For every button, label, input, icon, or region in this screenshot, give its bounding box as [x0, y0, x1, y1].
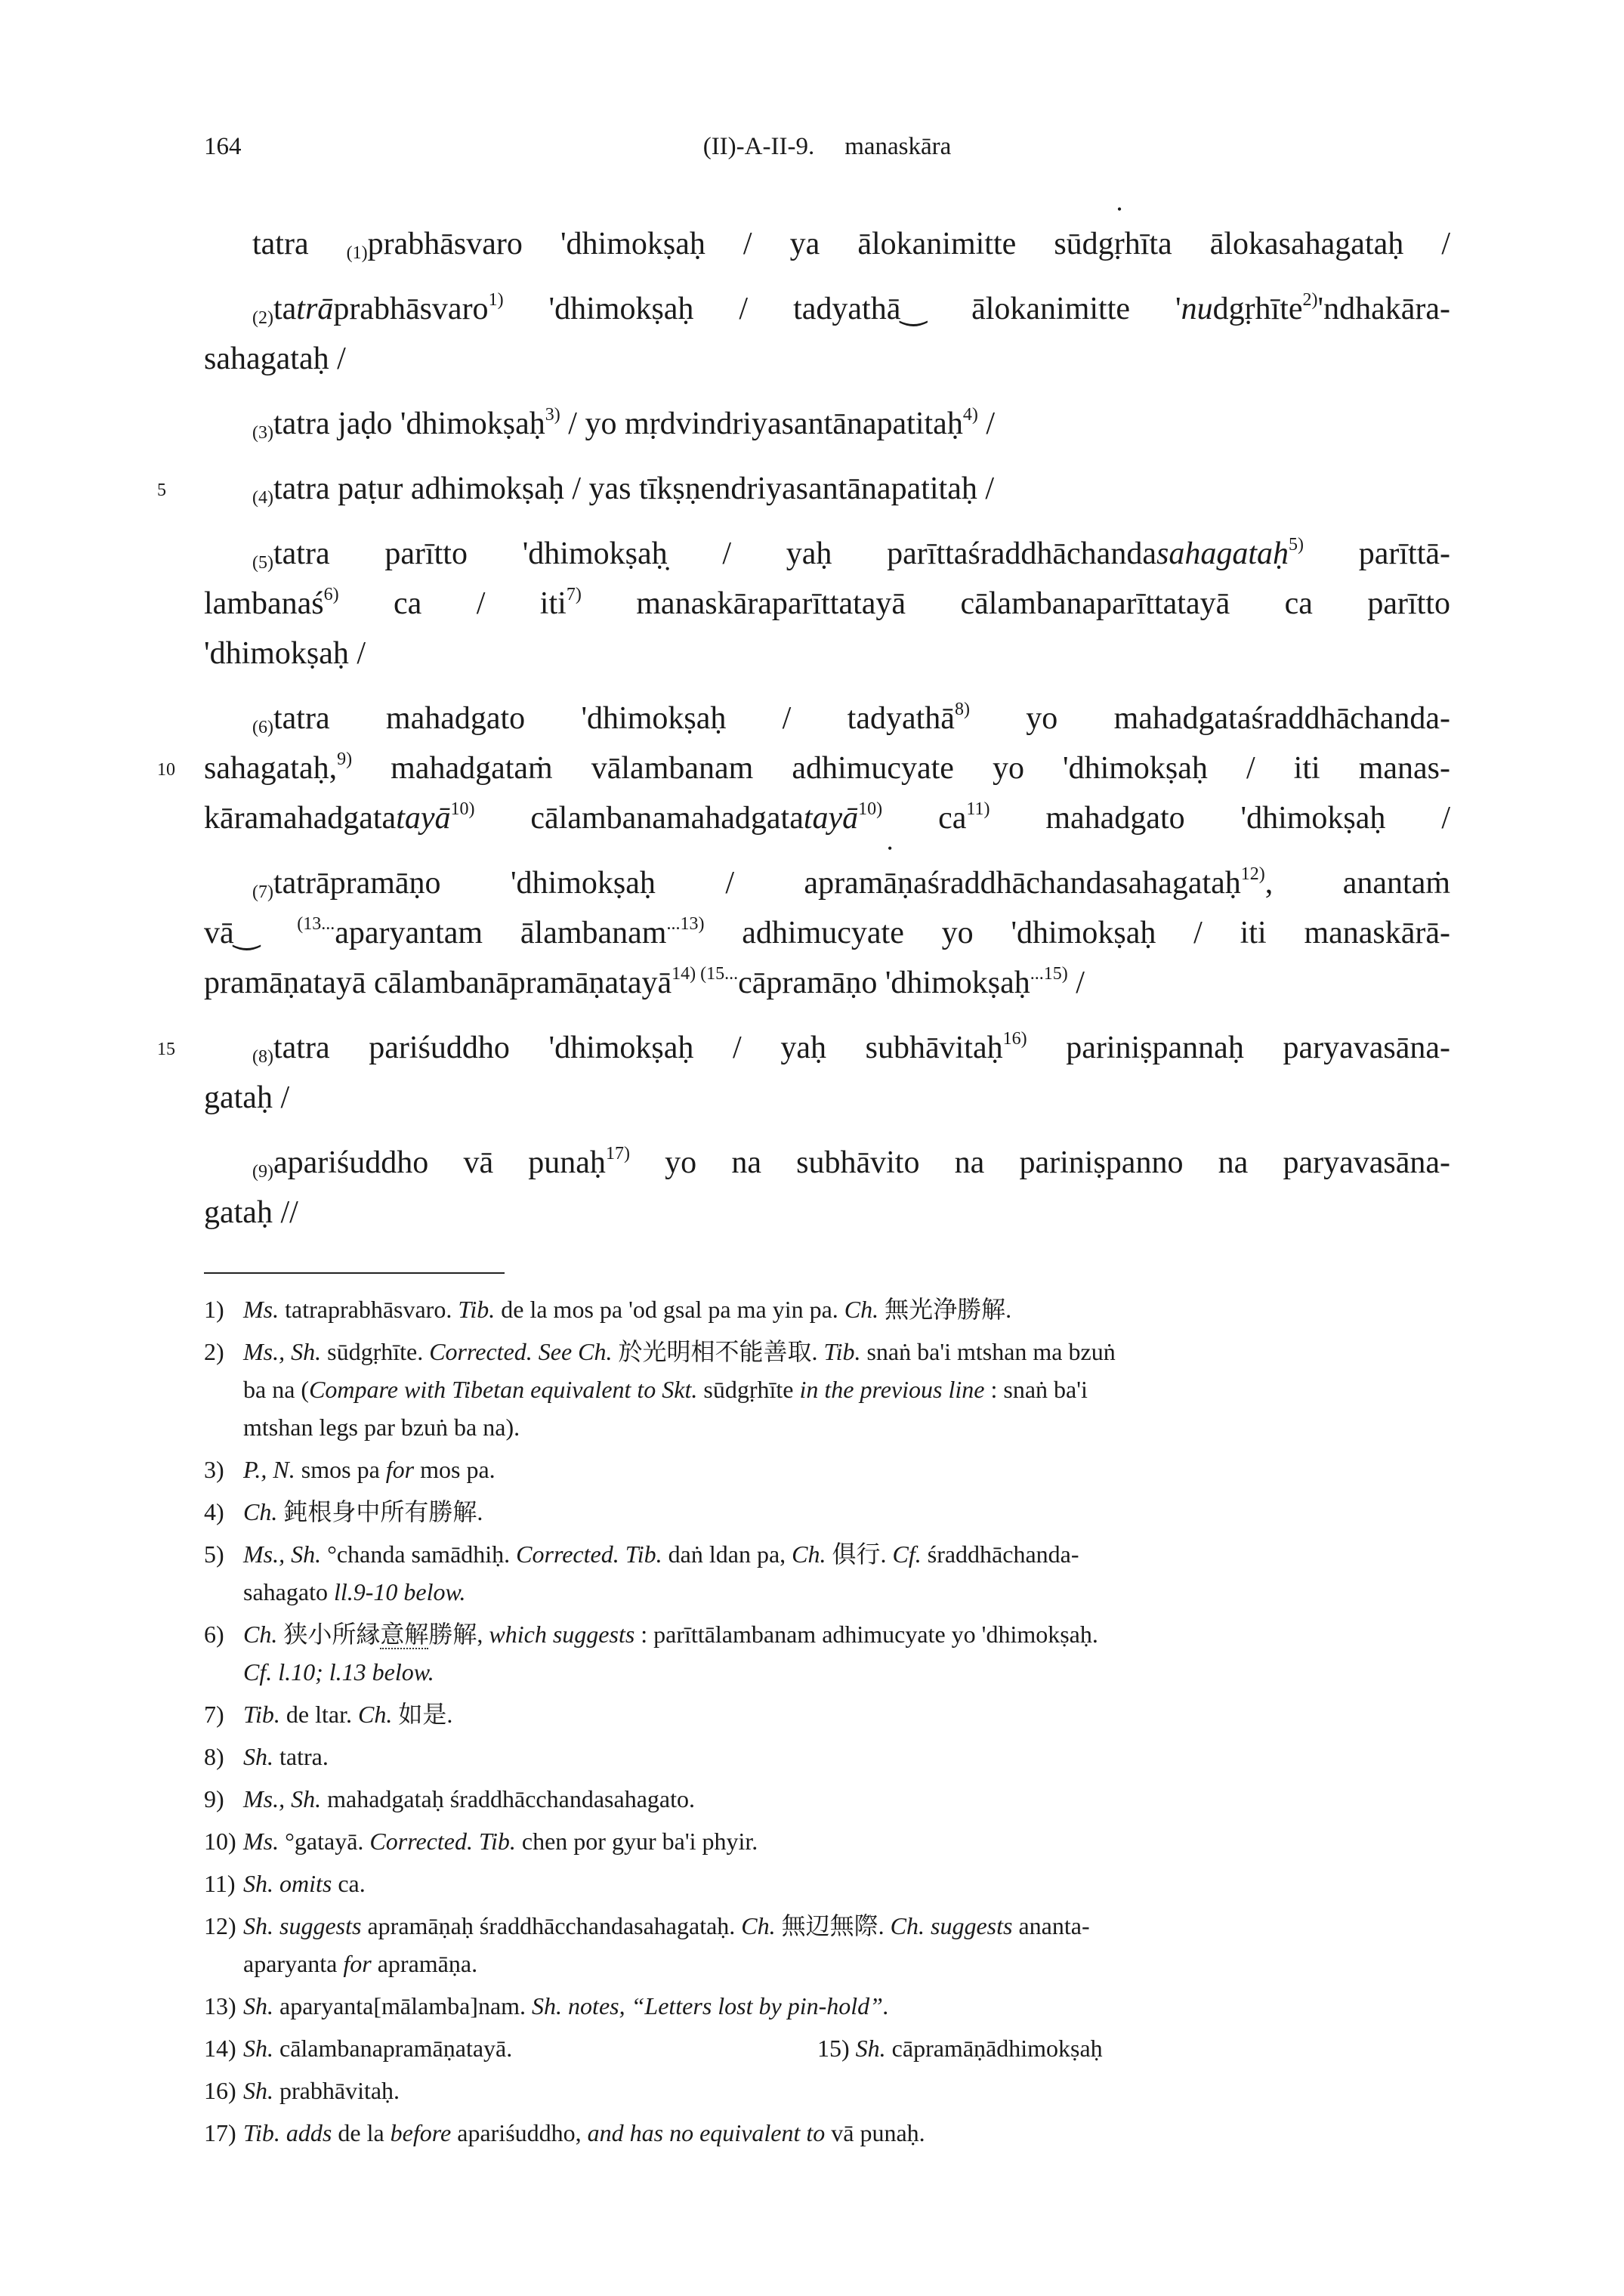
- footnote-10: 10) Ms. °gatayā. Corrected. Tib. chen por gyur ba'i phyir.: [204, 1828, 758, 1855]
- footnote-ref-1: 1): [488, 290, 504, 310]
- footnote-12: 12) Sh. suggests apramāṇaḥ śraddhācchandasahagataḥ. Ch. 無辺無際. Ch. suggests ananta- aparyanta for apramāṇa.: [204, 1912, 1090, 1977]
- text-line-18: gataḥ //: [204, 1195, 298, 1230]
- footnote-ref-14: 14): [672, 964, 696, 984]
- text-line-16: gataḥ /: [204, 1080, 290, 1115]
- text-line-11: kāramahadgatatayā$^{10)}$ cālambanamahadgatatayā$^{10)}$ $ca^{11)}$ mahadgato 'dhimokṣaḥ /: [204, 799, 1450, 836]
- text-line-1: tatra $_{(1)}$prabhāsvaro 'dhimokṣaḥ / ya ālokanimitte sūdgṛ •hīta ālokasahagataḥ /: [204, 219, 1450, 269]
- text-line-2: $_{(2)}$tatrāprabhāsvaro$^{1)}$ 'dhimokṣaḥ / tadyathā‿ ālokanimitte 'nudgṛhīte$^{2)}$'ndhakāra-: [252, 290, 1450, 328]
- footnote-ref-12: 12): [1240, 864, 1265, 884]
- footnote-16: 16) Sh. prabhāvitaḥ.: [204, 2077, 400, 2104]
- footnote-4: 4) Ch. 鈍根身中所有勝解.: [204, 1498, 483, 1525]
- footnote-ref-2: 2): [1302, 290, 1318, 310]
- footnote-ref-15b: ...15): [1030, 964, 1068, 984]
- footnote-ref-13a: (13...: [297, 914, 335, 934]
- text-line-14: pramāṇatayā cālambanāpramāṇatayā$^{14)}$ $^{(15...}$cāpramāṇo 'dhimokṣaḥ$^{...15)}$ /: [204, 964, 1085, 1000]
- footnote-3: 3) P., N. smos pa for mos pa.: [204, 1456, 496, 1483]
- footnote-ref-4: 4): [962, 405, 978, 425]
- line-number-5: 5: [157, 481, 166, 500]
- text-line-10: 10 sahagataḥ,$^{9)}$ mahadgataṁ vālambanam adhimucyate yo 'dhimokṣaḥ / iti manas-: [204, 743, 1450, 793]
- item-marker-2: (2): [252, 308, 273, 328]
- item-marker-9: (9): [252, 1162, 273, 1182]
- item-marker-1: (1): [346, 243, 368, 263]
- line-number-10: 10: [157, 760, 175, 780]
- running-head: [204, 133, 1450, 161]
- footnote-ref-16: 16): [1002, 1029, 1027, 1049]
- item-marker-4: (4): [252, 488, 273, 508]
- footnote-ref-10b: 10): [858, 799, 883, 819]
- footnote-13: 13) Sh. aparyanta[mālamba]nam. Sh. notes, “Letters lost by pin-hold”.: [204, 1992, 889, 2019]
- footnote-separator: [204, 1272, 505, 1274]
- line-number-15: 15: [157, 1040, 175, 1059]
- text-line-7: lambanaś$^{6)}$ ca / iti$^{7)}$ ma •naskāraparīttatayā cālambanaparīttatayā ca parītto: [204, 579, 1450, 629]
- section-topic: manaskāra: [844, 133, 952, 160]
- footnote-5: 5) Ms., Sh. °chanda samādhiḥ. Corrected. Tib. daṅ ldan pa, Ch. 俱行. Cf. śraddhāchanda- sahagato ll.9-10 below.: [204, 1540, 1079, 1605]
- item-marker-3: (3): [252, 423, 273, 443]
- page-header: [204, 133, 1450, 171]
- text-line-9: $_{(6)}$tatra mahadgato 'dhimokṣaḥ / tadyathā$^{8)}$ yo mahadgataśraddhāchanda-: [252, 700, 1450, 737]
- marked-char: ṛ •: [1114, 227, 1125, 261]
- footnote-11: 11) Sh. omits ca.: [204, 1870, 366, 1897]
- item-marker-8: (8): [252, 1047, 273, 1067]
- footnotes: [204, 1290, 1413, 2156]
- footnote-ref-11: 11): [966, 799, 990, 819]
- text-line-4: $_{(3)}$tatra jaḍo 'dhimokṣaḥ$^{3)}$ / yo mṛdvindriyasantānapatitaḥ$^{4)}$ /: [252, 405, 995, 443]
- footnote-9: 9) Ms., Sh. mahadgataḥ śraddhācchandasahagato.: [204, 1785, 695, 1812]
- footnote-ref-5: 5): [1288, 535, 1304, 555]
- text-line-5: 5 $_{(4)}$tatra paṭur adhimokṣaḥ / yas tīkṣṇendriyasantānapatitaḥ /: [204, 464, 1450, 514]
- footnote-14-15: 14) Sh. cālambanapramāṇatayā. 15) Sh. cāpramāṇādhimokṣaḥ: [204, 2035, 1103, 2062]
- footnote-ref-10a: 10): [450, 799, 475, 819]
- text-line-3: sahagataḥ /: [204, 341, 346, 376]
- text-line-17: $_{(9)}$apariśuddho vā punaḥ$^{17)}$ yo na subhāvito na pariniṣpanno na paryavasāna-: [252, 1144, 1450, 1182]
- footnote-8: 8) Sh. tatra.: [204, 1743, 329, 1770]
- footnote-6: 6) Ch. 狭小所縁意解勝解, which suggests : parīttālambanam adhimucyate yo 'dhimokṣaḥ. Cf. l.10; l.13 below.: [204, 1621, 1098, 1686]
- footnote-ref-7: 7): [566, 585, 582, 604]
- main-text: [157, 219, 1451, 1238]
- footnote-ref-6: 6): [323, 585, 339, 604]
- text-line-12: $_{(7)}$tatrāpramāṇo 'dhimokṣaḥ / apramā •ṇaśraddhāchandasahagataḥ$^{12)}$, anantaṁ: [204, 858, 1450, 908]
- item-marker-7: (7): [252, 882, 273, 902]
- page-number: 164: [204, 133, 242, 160]
- footnote-17: 17) Tib. adds de la before apariśuddho, and has no equivalent to vā punaḥ.: [204, 2119, 925, 2146]
- footnote-ref-3: 3): [545, 405, 560, 425]
- footnote-ref-8: 8): [954, 700, 970, 719]
- text-line-15: 15 $_{(8)}$tatra pariśuddho 'dhimokṣaḥ / yaḥ subhāvitaḥ$^{16)}$ pariniṣpannaḥ paryavasāna-: [204, 1023, 1450, 1073]
- item-marker-6: (6): [252, 718, 273, 737]
- item-marker-5: (5): [252, 553, 273, 573]
- footnote-ref-17: 17): [605, 1144, 630, 1163]
- footnote-2: 2) Ms., Sh. sūdgṛhīte. Corrected. See Ch. 於光明相不能善取. Tib. snaṅ ba'i mtshan ma bzuṅ ba na (Compare with Tibetan equivalent to Skt. sūdgṛhīte in the previous line : snaṅ ba'i mtshan legs par bzuṅ ba na).: [204, 1338, 1116, 1441]
- text-line-13: vā‿ $^{(13...}$aparyantam ālambanam$^{...13)}$ adhimucyate yo 'dhimokṣaḥ / iti manaskārā-: [204, 914, 1450, 950]
- footnote-1: 1) Ms. tatraprabhāsvaro. Tib. de la mos pa 'od gsal pa ma yin pa. Ch. 無光浄勝解.: [204, 1296, 1012, 1323]
- footnote-7: 7) Tib. de ltar. Ch. 如是.: [204, 1701, 453, 1728]
- section-id: (II)-A-II-9.: [702, 133, 815, 160]
- footnote-ref-13b: ...13): [666, 914, 705, 934]
- text-line-6: $_{(5)}$tatra parītto 'dhimokṣaḥ / yaḥ parīttaśraddhāchandasahagataḥ$^{5)}$ parīttā-: [252, 535, 1450, 573]
- footnote-ref-9: 9): [337, 749, 353, 769]
- marked-char: a •: [661, 586, 675, 621]
- marked-char: ā •: [883, 866, 897, 901]
- text-line-8: 'dhimokṣaḥ /: [204, 636, 366, 671]
- footnote-ref-15a: (15...: [696, 964, 739, 984]
